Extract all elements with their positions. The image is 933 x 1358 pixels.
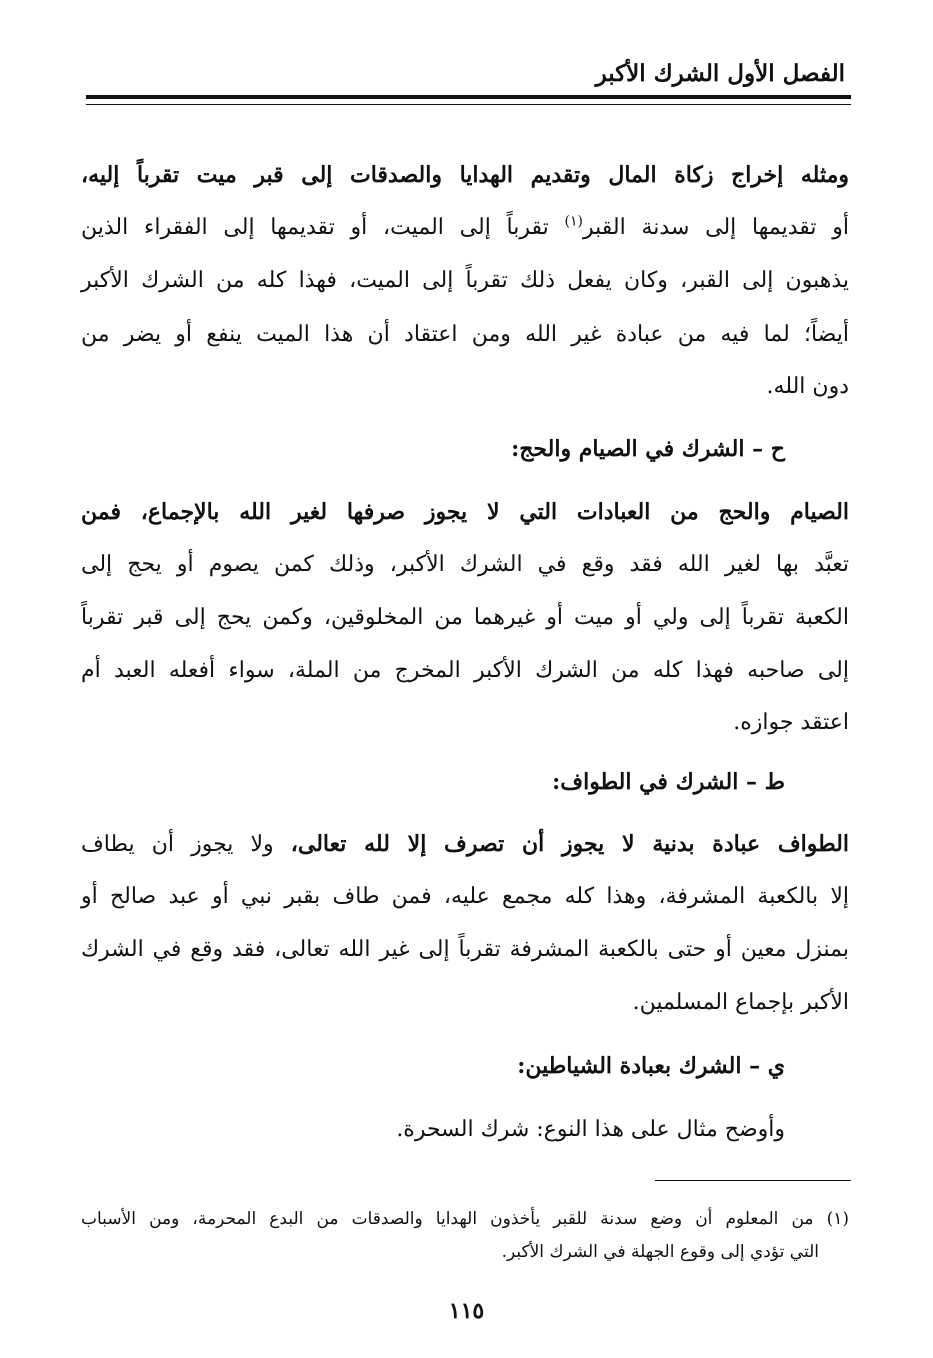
paragraph-1-line-4: أيضاً؛ لما فيه من عبادة غير الله ومن اعتقاد أن هذا الميت ينفع أو يضر من <box>81 322 849 347</box>
paragraph-1-line-3: يذهبون إلى القبر، وكان يفعل ذلك تقرباً إلى الميت، فهذا كله من الشرك الأكبر <box>81 268 849 293</box>
section-heading-worship-devils: ي – الشرك بعبادة الشياطين: <box>517 1053 785 1079</box>
page-number: ١١٥ <box>448 1298 485 1324</box>
paragraph-1-line-2-start: أو تقديمها إلى سدنة القبر <box>583 215 849 240</box>
header-rule-thin <box>86 104 851 105</box>
paragraph-1-line-2 <box>81 213 849 243</box>
paragraph-2-line-1: الصيام والحج من العبادات التي لا يجوز صرفها لغير الله بالإجماع، فمن <box>81 499 849 525</box>
footnote-reference-marker[interactable]: (١) <box>564 213 583 230</box>
paragraph-2-line-5: اعتقد جوازه. <box>733 710 849 735</box>
paragraph-2-line-2: تعبَّد بها لغير الله فقد وقع في الشرك الأكبر، وذلك كمن يصوم أو يحج إلى <box>81 552 849 577</box>
paragraph-4-line-1: وأوضح مثال على هذا النوع: شرك السحرة. <box>396 1117 785 1142</box>
footnote-line-2: التي تؤدي إلى وقوع الجهلة في الشرك الأكبر. <box>501 1242 819 1262</box>
paragraph-1-line-1: ومثله إخراج زكاة المال وتقديم الهدايا والصدقات إلى قبر ميت تقرباً إليه، <box>81 162 849 188</box>
paragraph-3-line-1 <box>81 829 849 860</box>
paragraph-3-line-3: بمنزل معين أو حتى بالكعبة المشرفة تقرباً إلى غير الله تعالى، فقد وقع في الشرك <box>81 937 849 962</box>
paragraph-2-line-3: الكعبة تقرباً إلى ولي أو ميت أو غيرهما من المخلوقين، وكمن يحج إلى قبر تقرباً <box>81 605 849 630</box>
paragraph-1-line-5: دون الله. <box>766 374 849 399</box>
section-heading-fasting-hajj: ح – الشرك في الصيام والحج: <box>511 436 785 462</box>
paragraph-3-line-1-rest: ولا يجوز أن يطاف <box>81 832 291 857</box>
running-header-title: الفصل الأول الشرك الأكبر <box>595 60 845 87</box>
paragraph-3-line-1-bold: الطواف عبادة بدنية لا يجوز أن تصرف إلا لله تعالى، <box>290 831 849 857</box>
paragraph-3-line-2: إلا بالكعبة المشرفة، وهذا كله مجمع عليه، فمن طاف بقبر نبي أو عبد صالح أو <box>81 884 849 909</box>
footnote-line-1: (١) من المعلوم أن وضع سدنة للقبر يأخذون الهدايا والصدقات من البدع المحرمة، ومن الأسباب <box>81 1209 849 1229</box>
header-rule-thick <box>86 95 851 99</box>
section-heading-tawaf: ط – الشرك في الطواف: <box>552 769 785 795</box>
paragraph-2-line-4: إلى صاحبه فهذا كله من الشرك الأكبر المخرج من الملة، سواء أفعله العبد أم <box>81 658 849 683</box>
paragraph-1-line-2-end: تقرباً إلى الميت، أو تقديمها إلى الفقراء الذين <box>81 215 565 240</box>
footnote-separator <box>655 1180 851 1181</box>
paragraph-3-line-4: الأكبر بإجماع المسلمين. <box>632 990 849 1015</box>
